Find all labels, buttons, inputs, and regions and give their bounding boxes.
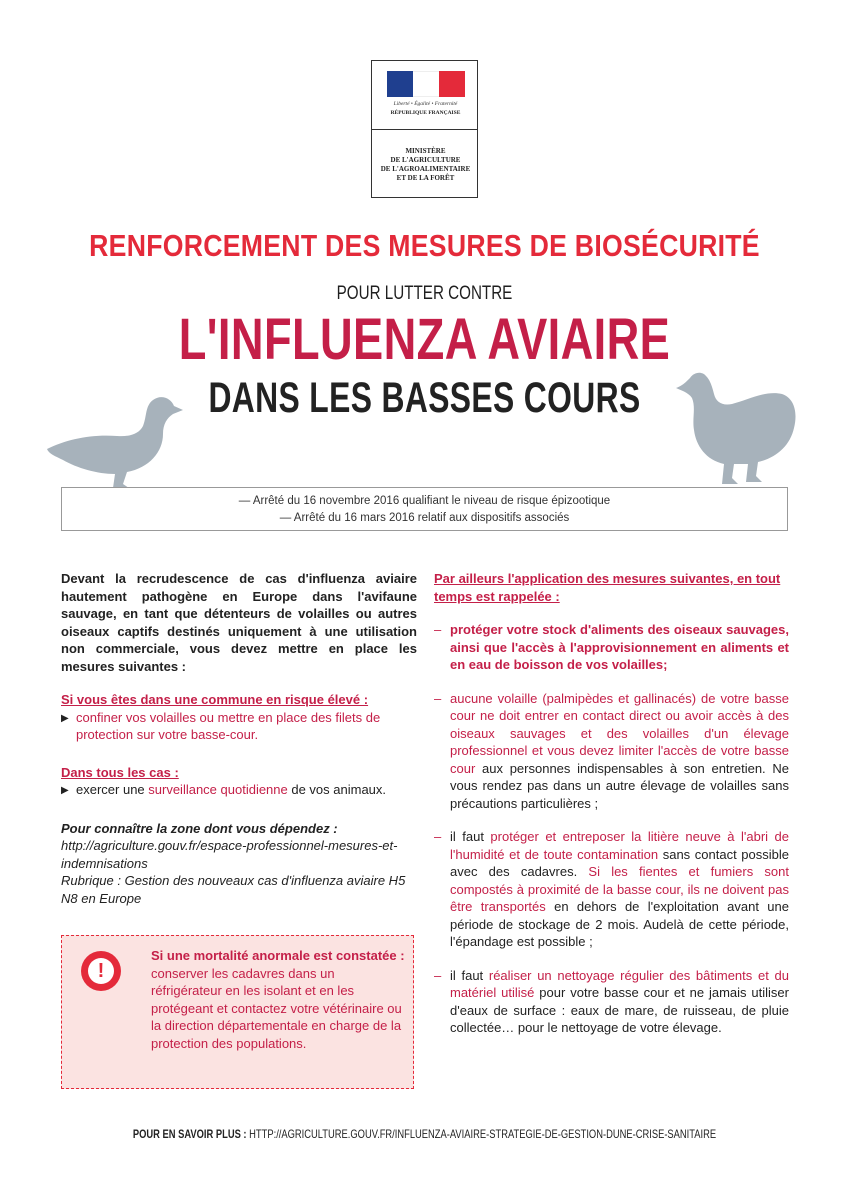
all-cases-heading: Dans tous les cas :	[61, 764, 179, 780]
footer-more-info: POUR EN SAVOIR PLUS : HTTP://AGRICULTURE.GOUV.FR/INFLUENZA-AVIAIRE-STRATEGIE-DE-GESTION-DUNE-CRISE-SANITAIRE	[132, 1127, 717, 1141]
reminder-text: il faut réaliser un nettoyage régulier des bâtiments et du matériel utilisé pour votre basse cour et ne jamais utiliser d'eaux de surface : eaux de mare, de ruisseau, de pluie collectée… pour le nettoyage de votre élevage.	[450, 967, 789, 1035]
ministry-name: MINISTÈRE DE L'AGRICULTURE DE L'AGROALIMENTAIRE ET DE LA FORÊT	[380, 147, 471, 182]
alert-text: Si une mortalité anormale est constatée : conserver les cadavres dans un réfrigérateur en les isolant et en les protégeant et contactez votre vétérinaire ou la direction départementale en charge de la protection des populations.	[151, 948, 405, 1051]
duck-icon	[47, 394, 187, 494]
exclamation-icon: !	[81, 951, 121, 991]
title-line-4: DANS LES BASSES COURS	[208, 374, 641, 422]
reminder-text: aucune volaille (palmipèdes et gallinacés) de votre basse cour ne doit entrer en contact direct ou avoir accès à des oiseaux sauvages et des volailles d'un élevage professionnel et vous devez limiter l'accès de votre basse cour aux personnes indispensables à son entretien. Ne vous rendez pas dans un autre élevage de volailles sans précautions particulières ;	[450, 690, 789, 811]
republic-motto: Liberté • Égalité • Fraternité	[393, 101, 458, 107]
zone-rubric: Rubrique : Gestion des nouveaux cas d'influenza aviaire H5 N8 en Europe	[61, 873, 406, 906]
hen-icon	[676, 372, 798, 488]
list-item	[434, 690, 789, 813]
high-risk-measure: confiner vos volailles ou mettre en place des filets de protection sur votre basse-cour.	[76, 709, 381, 742]
intro-paragraph: Devant la recrudescence de cas d'influenza aviaire hautement pathogène en Europe dans l'avifaune sauvage, en tant que détenteurs de volailles ou autres oiseaux captifs destinés uniquement à une utilisation non commerciale, vous devez mettre en place les mesures suivantes :	[61, 571, 417, 674]
reminder-list	[434, 621, 789, 1037]
right-column	[434, 570, 789, 1037]
decree-line: — Arrêté du 16 novembre 2016 qualifiant le niveau de risque épizootique	[238, 495, 611, 507]
decree-references	[61, 487, 788, 531]
ministry-logo	[371, 60, 478, 198]
title-line-3: L'INFLUENZA AVIAIRE	[178, 307, 671, 372]
dash-bullet-icon: –	[434, 967, 442, 983]
title-line-2: POUR LUTTER CONTRE	[336, 283, 513, 304]
list-item	[61, 781, 417, 800]
list-item	[434, 967, 789, 1037]
list-item	[434, 828, 789, 951]
republic-name: RÉPUBLIQUE FRANÇAISE	[390, 110, 461, 116]
dash-bullet-icon: –	[434, 829, 442, 844]
reminder-heading: Par ailleurs l'application des mesures suivantes, en tout temps est rappelée :	[434, 571, 781, 604]
title-line-1: RENFORCEMENT DES MESURES DE BIOSÉCURITÉ	[89, 228, 760, 263]
reminder-text: protéger votre stock d'aliments des oiseaux sauvages, ainsi que l'accès à l'approvisionnement en aliments et en eau de boisson de vos volailles;	[450, 622, 789, 672]
reminder-text: il faut protéger et entreposer la litière neuve à l'abri de l'humidité et de toute contamination sans contact possible avec des cadavres. Si les fientes et fumiers sont compostés à proximité de la basse cour, ils ne doivent pas être transportés en dehors de l'exploitation avant une période de stockage de 2 mois. Audelà de cette période, l'épandage est possible ;	[450, 829, 790, 949]
all-cases-measure: exercer une surveillance quotidienne de vos animaux.	[76, 782, 387, 797]
dash-bullet-icon: –	[434, 622, 442, 637]
list-item	[61, 709, 417, 744]
list-item	[434, 621, 789, 674]
triangle-bullet-icon: ▶	[61, 785, 69, 796]
decree-line: — Arrêté du 16 mars 2016 relatif aux dispositifs associés	[279, 512, 570, 524]
zone-heading: Pour connaître la zone dont vous dépendez :	[61, 820, 338, 836]
footer-link[interactable]: HTTP://AGRICULTURE.GOUV.FR/INFLUENZA-AVIAIRE-STRATEGIE-DE-GESTION-DUNE-CRISE-SANITAIRE	[246, 1127, 717, 1141]
triangle-bullet-icon: ▶	[61, 712, 69, 724]
left-column	[61, 570, 417, 907]
high-risk-heading: Si vous êtes dans une commune en risque élevé :	[61, 692, 369, 707]
zone-link[interactable]: http://agriculture.gouv.fr/espace-professionnel-mesures-et-indemnisations	[61, 838, 398, 871]
logo-divider	[372, 129, 477, 130]
dash-bullet-icon: –	[434, 690, 442, 706]
french-flag-icon	[387, 71, 465, 97]
mortality-alert-box	[61, 935, 414, 1089]
